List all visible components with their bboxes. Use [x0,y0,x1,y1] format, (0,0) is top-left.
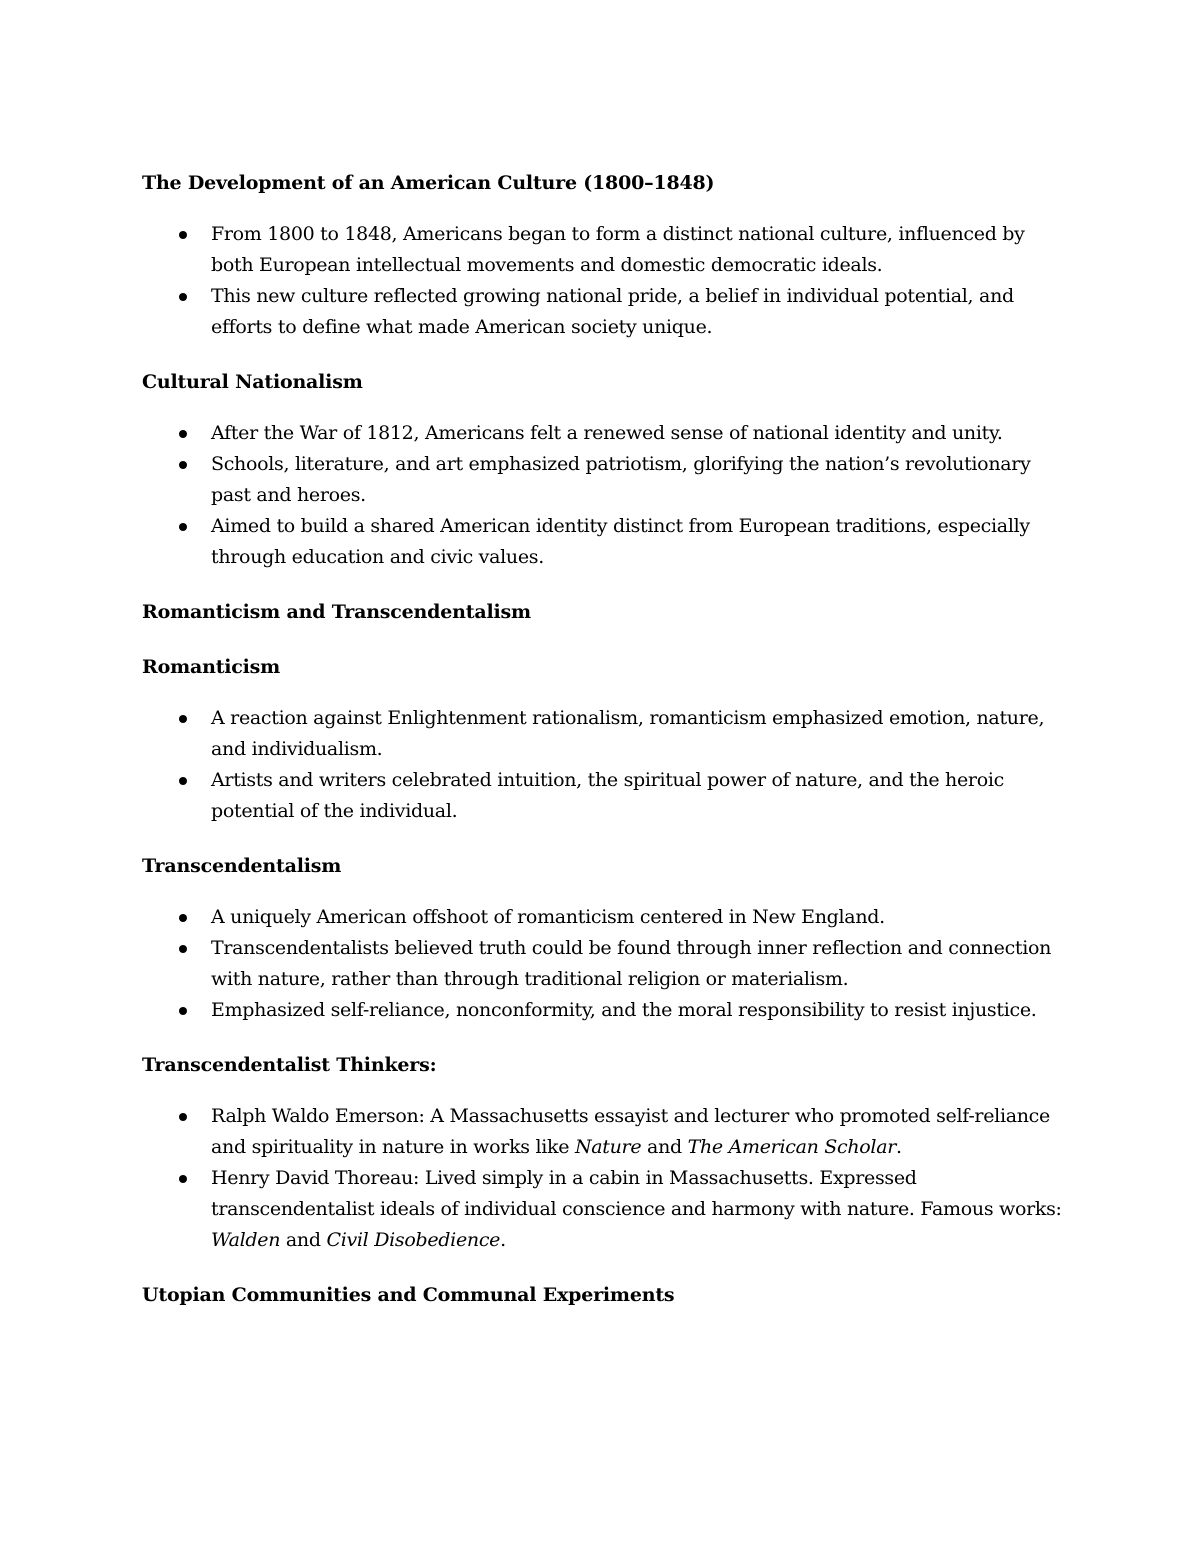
work-title-civil-disobedience: Civil Disobedience [326,1229,501,1251]
list-item-text: After the War of 1812, Americans felt a renewed sense of national identity and unity. [211,422,1003,444]
bullet-list-transcendentalism [142,902,1072,1026]
conjunction-text: and [641,1136,688,1158]
bullet-icon [179,293,187,301]
list-item-text: From 1800 to 1848, Americans began to form a distinct national culture, influenced by both European intellectual movements and domestic democratic ideals. [211,223,1025,276]
list-item [142,902,1072,933]
section-heading-american-culture: The Development of an American Culture (1800–1848) [142,172,715,194]
bullet-list-american-culture [142,219,1072,343]
work-title-walden: Walden [211,1229,281,1251]
bullet-icon [179,945,187,953]
thoreau-text: Henry David Thoreau: Lived simply in a cabin in Massachusetts. Expressed transcendentalist ideals of individual conscience and harmony with nature. Famous works: [211,1167,1062,1220]
list-item-text: Artists and writers celebrated intuition, the spiritual power of nature, and the heroic potential of the individual. [211,769,1004,822]
list-item [142,418,1072,449]
section-heading-utopian-communities: Utopian Communities and Communal Experiments [142,1284,675,1306]
bullet-icon [179,1175,187,1183]
bullet-icon [179,430,187,438]
list-item-text: Emphasized self-reliance, nonconformity, and the moral responsibility to resist injustice. [211,999,1037,1021]
section-heading-cultural-nationalism: Cultural Nationalism [142,371,363,393]
list-item-text: A uniquely American offshoot of romanticism centered in New England. [211,906,885,928]
sentence-end: . [500,1229,506,1251]
list-item [142,765,1072,827]
list-item [142,703,1072,765]
sentence-end: . [896,1136,902,1158]
list-item [142,995,1072,1026]
bullet-list-cultural-nationalism [142,418,1072,573]
section-heading-romanticism-transcendentalism: Romanticism and Transcendentalism [142,601,531,623]
list-item-thoreau [142,1163,1072,1256]
work-title-nature: Nature [574,1136,642,1158]
list-item [142,281,1072,343]
bullet-icon [179,777,187,785]
list-item-text: A reaction against Enlightenment rationalism, romanticism emphasized emotion, nature, and individualism. [211,707,1045,760]
bullet-icon [179,715,187,723]
conjunction-text: and [280,1229,327,1251]
bullet-icon [179,461,187,469]
list-item [142,933,1072,995]
emerson-text: Ralph Waldo Emerson: A Massachusetts essayist and lecturer who promoted self-reliance and spirituality in nature in works like [211,1105,1050,1158]
section-heading-transcendentalist-thinkers: Transcendentalist Thinkers: [142,1054,437,1076]
list-item-text: Transcendentalists believed truth could be found through inner reflection and connection with nature, rather than through traditional religion or materialism. [211,937,1052,990]
bullet-icon [179,1007,187,1015]
list-item-emerson [142,1101,1072,1163]
section-heading-romanticism: Romanticism [142,656,281,678]
list-item [142,219,1072,281]
section-heading-transcendentalism: Transcendentalism [142,855,342,877]
bullet-icon [179,1113,187,1121]
list-item-text: Aimed to build a shared American identity distinct from European traditions, especially through education and civic values. [211,515,1030,568]
work-title-american-scholar: The American Scholar [687,1136,897,1158]
bullet-icon [179,914,187,922]
list-item [142,449,1072,511]
list-item-text: Schools, literature, and art emphasized patriotism, glorifying the nation’s revolutionary past and heroes. [211,453,1031,506]
list-item [142,511,1072,573]
list-item-text: This new culture reflected growing national pride, a belief in individual potential, and efforts to define what made American society unique. [211,285,1014,338]
bullet-list-romanticism [142,703,1072,827]
document-page [142,168,1072,1311]
bullet-icon [179,231,187,239]
bullet-list-thinkers [142,1101,1072,1256]
bullet-icon [179,523,187,531]
